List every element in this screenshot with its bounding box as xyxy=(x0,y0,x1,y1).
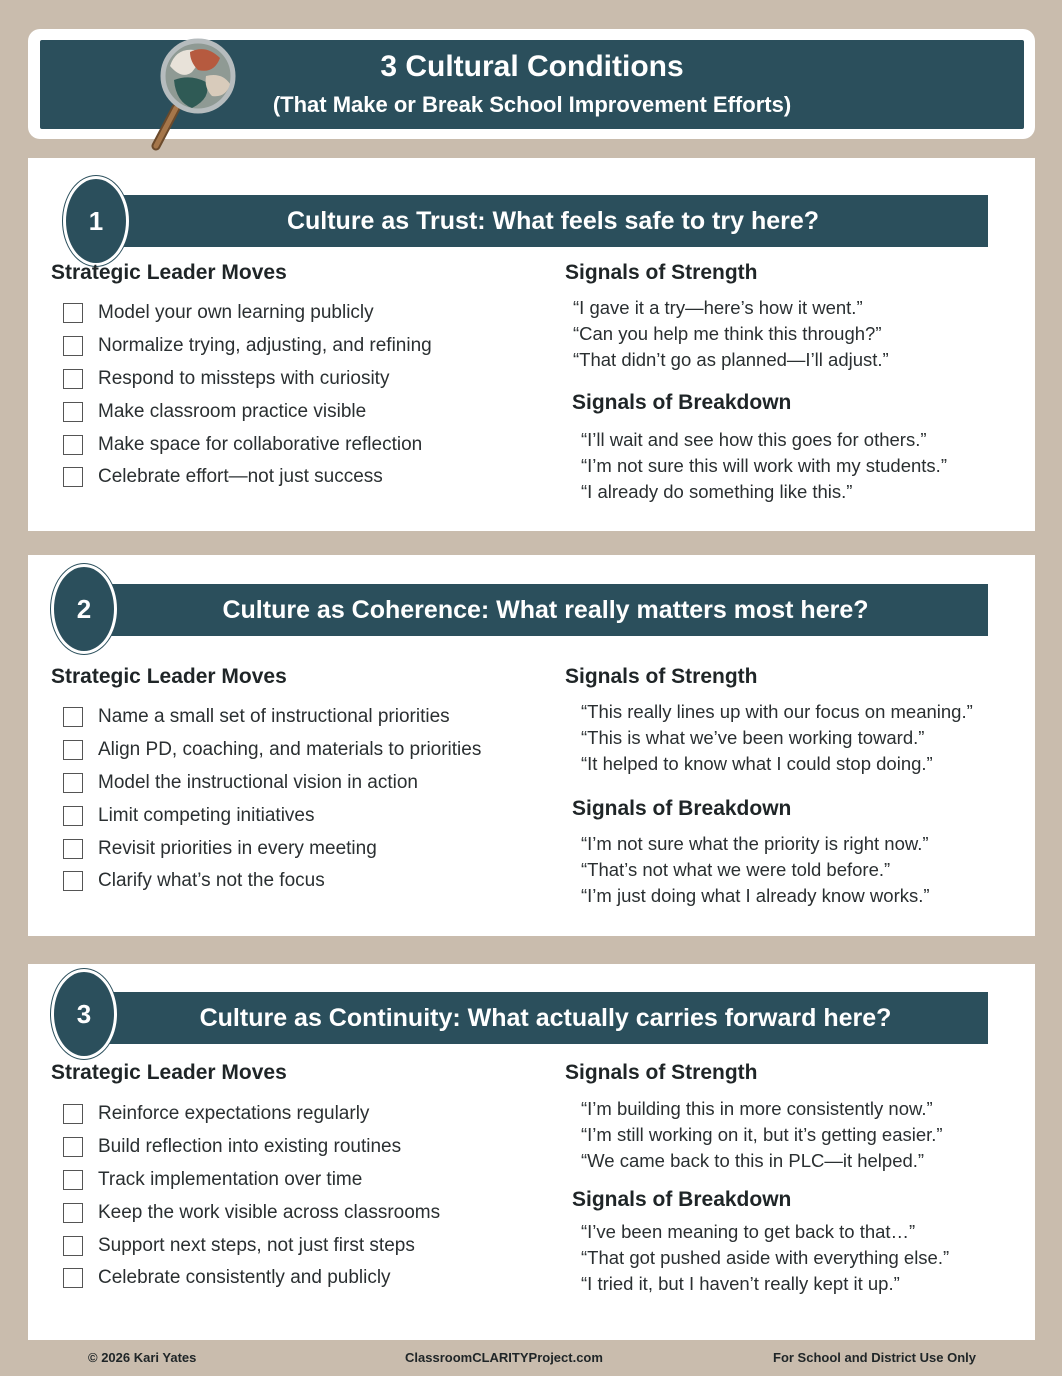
quote: “That got pushed aside with everything else.” xyxy=(581,1247,950,1269)
strength-quotes xyxy=(573,295,889,374)
quote: “I’ve been meaning to get back to that…” xyxy=(581,1221,916,1242)
section-title: Culture as Coherence: What really matters most here? xyxy=(222,595,869,624)
moves-checklist xyxy=(63,297,432,494)
move-label: Celebrate consistently and publicly xyxy=(98,1267,391,1289)
footer-website: ClassroomCLARITYProject.com xyxy=(405,1350,603,1365)
strength-heading: Signals of Strength xyxy=(565,261,758,284)
list-item[interactable] xyxy=(63,865,481,898)
checkbox[interactable] xyxy=(63,1236,83,1256)
section-number-badge: 1 xyxy=(63,176,129,266)
quote: “This really lines up with our focus on meaning.” xyxy=(581,701,973,722)
moves-checklist xyxy=(63,701,481,898)
list-item[interactable] xyxy=(63,701,481,734)
section-title-banner xyxy=(103,992,988,1044)
list-item[interactable] xyxy=(63,799,481,832)
list-item[interactable] xyxy=(63,734,481,767)
breakdown-quotes xyxy=(581,427,947,506)
move-label: Model the instructional vision in action xyxy=(98,771,419,793)
checkbox[interactable] xyxy=(63,336,83,356)
move-label: Make space for collaborative reflection xyxy=(98,433,423,455)
checkbox[interactable] xyxy=(63,839,83,859)
move-label: Model your own learning publicly xyxy=(98,302,374,324)
section-title-banner xyxy=(118,195,988,247)
moves-checklist xyxy=(63,1098,440,1295)
page-title: 3 Cultural Conditions xyxy=(380,50,684,83)
moves-heading: Strategic Leader Moves xyxy=(51,665,287,688)
quote: “I’m just doing what I already know works.” xyxy=(581,885,930,907)
breakdown-heading: Signals of Breakdown xyxy=(572,1188,792,1211)
section-title: Culture as Trust: What feels safe to try here? xyxy=(286,206,820,235)
list-item[interactable] xyxy=(63,428,432,461)
quote: “This is what we’ve been working toward.” xyxy=(581,727,925,749)
list-item[interactable] xyxy=(63,1229,440,1262)
page-subtitle: (That Make or Break School Improvement Efforts) xyxy=(272,92,792,117)
move-label: Keep the work visible across classrooms xyxy=(98,1201,441,1223)
strength-heading: Signals of Strength xyxy=(565,665,758,688)
checkbox[interactable] xyxy=(63,467,83,487)
breakdown-quotes xyxy=(581,831,930,910)
move-label: Limit competing initiatives xyxy=(98,804,315,826)
list-item[interactable] xyxy=(63,363,432,396)
move-label: Track implementation over time xyxy=(98,1168,363,1190)
move-label: Clarify what’s not the focus xyxy=(98,870,325,892)
checkbox[interactable] xyxy=(63,740,83,760)
breakdown-quotes xyxy=(581,1219,949,1298)
strength-quotes xyxy=(581,1096,943,1175)
list-item[interactable] xyxy=(63,395,432,428)
quote: “Can you help me think this through?” xyxy=(573,323,882,345)
move-label: Build reflection into existing routines xyxy=(98,1136,402,1158)
quote: “I gave it a try—here’s how it went.” xyxy=(573,297,863,318)
moves-heading: Strategic Leader Moves xyxy=(51,261,287,284)
section-title: Culture as Continuity: What actually carries forward here? xyxy=(199,1003,892,1032)
section-number-badge: 2 xyxy=(51,564,117,654)
quote: “I tried it, but I haven’t really kept it up.” xyxy=(581,1273,900,1295)
move-label: Support next steps, not just first steps xyxy=(98,1234,415,1256)
move-label: Respond to missteps with curiosity xyxy=(98,367,390,389)
checkbox[interactable] xyxy=(63,1170,83,1190)
checkbox[interactable] xyxy=(63,707,83,727)
checkbox[interactable] xyxy=(63,303,83,323)
quote: “I’m still working on it, but it’s getting easier.” xyxy=(581,1124,943,1146)
list-item[interactable] xyxy=(63,1098,440,1131)
quote: “It helped to know what I could stop doing.” xyxy=(581,753,933,775)
quote: “I’m not sure this will work with my students.” xyxy=(581,455,947,477)
move-label: Normalize trying, adjusting, and refining xyxy=(98,335,432,357)
checkbox[interactable] xyxy=(63,773,83,793)
section-title-banner xyxy=(103,584,988,636)
list-item[interactable] xyxy=(63,767,481,800)
move-label: Make classroom practice visible xyxy=(98,400,367,422)
checkbox[interactable] xyxy=(63,806,83,826)
quote: “I’m building this in more consistently now.” xyxy=(581,1098,933,1119)
list-item[interactable] xyxy=(63,330,432,363)
move-label: Reinforce expectations regularly xyxy=(98,1103,370,1125)
footer-usage: For School and District Use Only xyxy=(773,1350,976,1365)
section-coherence xyxy=(28,555,1035,936)
strength-heading: Signals of Strength xyxy=(565,1061,758,1084)
breakdown-heading: Signals of Breakdown xyxy=(572,797,792,820)
section-trust xyxy=(28,158,1035,531)
move-label: Celebrate effort—not just success xyxy=(98,466,383,488)
footer-copyright: © 2026 Kari Yates xyxy=(88,1350,197,1365)
strength-quotes xyxy=(581,699,973,778)
list-item[interactable] xyxy=(63,461,432,494)
quote: “That’s not what we were told before.” xyxy=(581,859,891,881)
checkbox[interactable] xyxy=(63,435,83,455)
list-item[interactable] xyxy=(63,1196,440,1229)
checkbox[interactable] xyxy=(63,1104,83,1124)
quote: “I already do something like this.” xyxy=(581,481,853,503)
checkbox[interactable] xyxy=(63,402,83,422)
move-label: Name a small set of instructional priorities xyxy=(98,706,450,728)
checkbox[interactable] xyxy=(63,1137,83,1157)
list-item[interactable] xyxy=(63,297,432,330)
checkbox[interactable] xyxy=(63,871,83,891)
move-label: Align PD, coaching, and materials to priorities xyxy=(98,739,482,761)
breakdown-heading: Signals of Breakdown xyxy=(572,391,792,414)
section-number-badge: 3 xyxy=(51,969,117,1059)
list-item[interactable] xyxy=(63,1131,440,1164)
move-label: Revisit priorities in every meeting xyxy=(98,837,377,859)
list-item[interactable] xyxy=(63,1262,440,1295)
quote: “I’m not sure what the priority is right now.” xyxy=(581,833,929,854)
list-item[interactable] xyxy=(63,832,481,865)
section-continuity xyxy=(28,964,1035,1340)
checkbox[interactable] xyxy=(63,1268,83,1288)
checkbox[interactable] xyxy=(63,1203,83,1223)
magnifying-glass-icon xyxy=(146,36,238,154)
checkbox[interactable] xyxy=(63,369,83,389)
moves-heading: Strategic Leader Moves xyxy=(51,1061,287,1084)
list-item[interactable] xyxy=(63,1164,440,1197)
quote: “That didn’t go as planned—I’ll adjust.” xyxy=(573,349,889,371)
quote: “We came back to this in PLC—it helped.” xyxy=(581,1150,925,1172)
quote: “I’ll wait and see how this goes for others.” xyxy=(581,429,927,450)
